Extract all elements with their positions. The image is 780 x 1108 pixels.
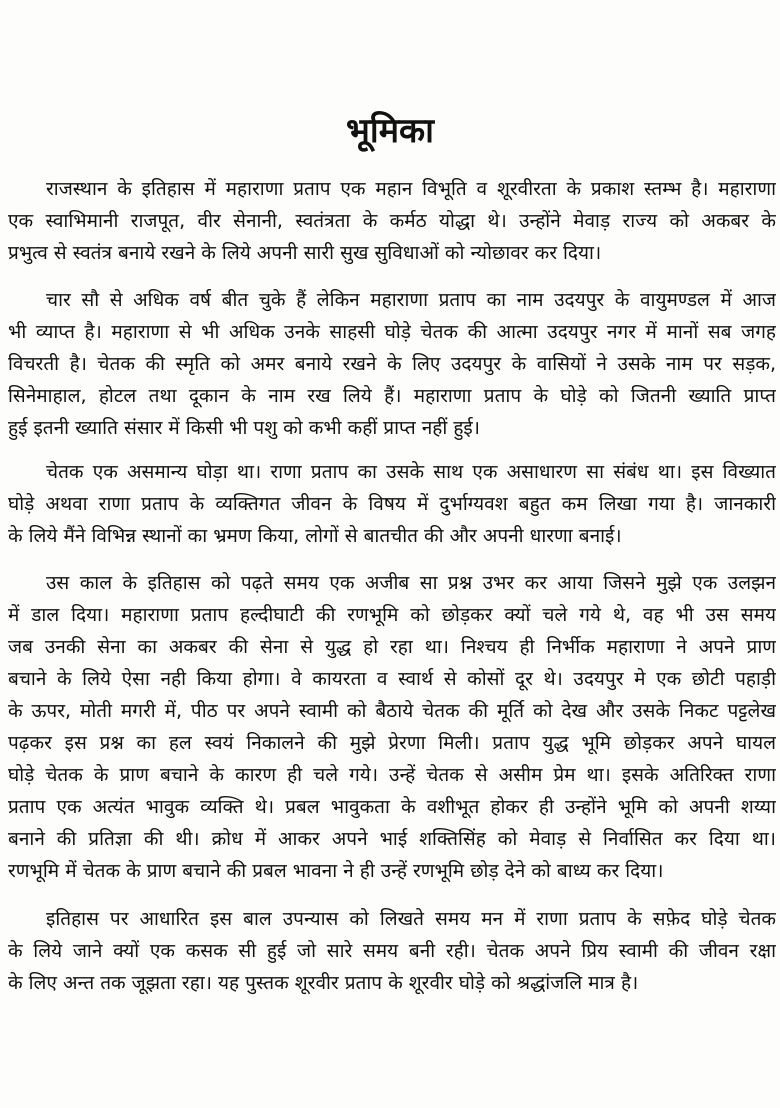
paragraph-5 — [8, 903, 776, 999]
paragraph-4 — [8, 567, 776, 887]
text-line: बनाने की प्रतिज्ञा की थी। क्रोध में आकर अपने भाई शक्तिसिंह को मेवाड़ से निर्वासित कर दिया था। — [8, 828, 776, 850]
page-title: भूमिका — [346, 111, 434, 151]
text-line: के लिये मैंने विभिन्न स्थानों का भ्रमण किया, लोगों से बातचीत की और अपनी धारणा बनाई। — [8, 525, 622, 547]
text-line: रणभूमि में चेतक के प्राण बचाने की प्रबल भावना ने ही उन्हें रणभूमि छोड़ देने को बाध्य कर दिया। — [8, 860, 664, 882]
text-line: विचरती है। चेतक की स्मृति को अमर बनाये रखने के लिए उदयपुर के वासियों ने उसके नाम पर सड़क, — [8, 353, 776, 375]
text-line: प्रभुत्व से स्वतंत्र बनाये रखने के लिये अपनी सारी सुख सुविधाओं को न्योछावर कर दिया। — [8, 242, 602, 264]
text-line: हुई इतनी ख्याति संसार में किसी भी पशु को कभी कहीं प्राप्त नहीं हुई। — [8, 417, 480, 439]
text-line: उस काल के इतिहास को पढ़ते समय एक अजीब सा प्रश्न उभर कर आया जिसने मुझे एक उलझन — [46, 572, 776, 594]
text-line: चार सौ से अधिक वर्ष बीत चुके हैं लेकिन महाराणा प्रताप का नाम उदयपुर के वायुमण्डल में आज — [46, 289, 776, 311]
text-line: भी व्याप्त है। महाराणा से भी अधिक उनके साहसी घोड़े चेतक की आत्मा उदयपुर नगर में मानों सब जगह — [8, 321, 776, 343]
text-line: जब उनकी सेना का अकबर की सेना से युद्ध हो रहा था। निश्चय ही निर्भीक महाराणा ने अपने प्राण — [8, 636, 776, 658]
text-line: राजस्थान के इतिहास में महाराणा प्रताप एक महान विभूति व शूरवीरता के प्रकाश स्तम्भ है। महाराणा — [46, 178, 776, 200]
text-line: के लिये जाने क्यों एक कसक सी हुई जो सारे समय बनी रही। चेतक अपने प्रिय स्वामी की जीवन रक्षा — [8, 940, 776, 962]
text-line: एक स्वाभिमानी राजपूत, वीर सेनानी, स्वतंत्रता के कर्मठ योद्धा थे। उन्होंने मेवाड़ राज्य को अकबर के — [8, 210, 776, 232]
text-line: घोड़े चेतक के प्राण बचाने के कारण ही चले गये। उन्हें चेतक से असीम प्रेम था। इसके अतिरिक्त राणा — [8, 764, 776, 786]
text-line: घोड़े अथवा राणा प्रताप के व्यक्तिगत जीवन के विषय में दुर्भाग्यवश बहुत कम लिखा गया है। जानकारी — [8, 493, 776, 515]
text-line: के लिए अन्त तक जूझता रहा। यह पुस्तक शूरवीर प्रताप के शूरवीर घोड़े को श्रद्धांजलि मात्र है। — [8, 972, 639, 994]
text-line: में डाल दिया। महाराणा प्रताप हल्दीघाटी की रणभूमि को छोड़कर क्यों चले गये थे, वह भी उस समय — [8, 604, 776, 626]
text-line: पढ़कर इस प्रश्न का हल स्वयं निकालने की मुझे प्रेरणा मिली। प्रताप युद्ध भूमि छोड़कर अपने घायल — [8, 732, 776, 754]
paragraph-2 — [8, 284, 776, 444]
text-line: इतिहास पर आधारित इस बाल उपन्यास को लिखते समय मन में राणा प्रताप के सफ़ेद घोड़े चेतक — [46, 908, 776, 930]
text-line: के ऊपर, मोती मगरी में, पीठ पर अपने स्वामी को बैठाये चेतक की मूर्ति को देख और उसके निकट पट्टलेख — [8, 700, 776, 722]
text-line: चेतक एक असमान्य घोड़ा था। राणा प्रताप का उसके साथ एक असाधारण सा संबंध था। इस विख्यात — [46, 461, 776, 483]
text-line: प्रताप एक अत्यंत भावुक व्यक्ति थे। प्रबल भावुकता के वशीभूत होकर ही उन्होंने भूमि को अपनी शय्या — [8, 796, 776, 818]
text-line: बचाने के लिये ऐसा नही किया होगा। वे कायरता व स्वार्थ से कोसों दूर थे। उदयपुर मे एक छोटी पहाड़ी — [8, 668, 776, 690]
paragraph-3 — [8, 456, 776, 552]
paragraph-1 — [8, 173, 776, 269]
text-line: सिनेमाहाल, होटल तथा दूकान के नाम रख लिये हैं। महाराणा प्रताप के घोड़े को जितनी ख्याति प्राप्त — [8, 385, 776, 407]
